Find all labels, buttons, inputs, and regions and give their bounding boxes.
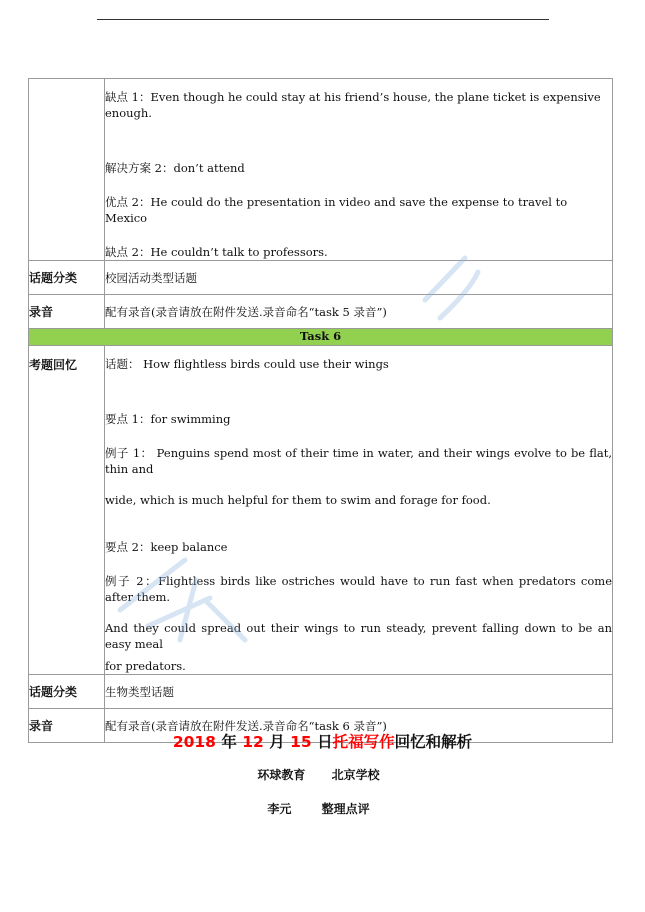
- example1-line-b: wide, which is much helpful for them to swim and forage for food.: [105, 493, 491, 507]
- recording-value: 配有录音(录音请放在附件发送.录音命名“task 6 录音”): [105, 709, 613, 743]
- empty-label-cell: [29, 79, 105, 261]
- title-toefl-writing: 托福写作: [332, 733, 395, 751]
- example2-line-b: And they could spread out their wings to run steady, prevent falling down to be an easy meal: [105, 621, 612, 651]
- table-row: [29, 675, 613, 709]
- title-nian: 年: [215, 733, 243, 751]
- category-label: 话题分类: [29, 261, 105, 295]
- title-day: 15: [290, 733, 312, 751]
- example2-line-c: for predators.: [105, 659, 186, 673]
- con2-line: 缺点 1：Even though he could stay at his friend’s house, the plane ticket is expensive enough.: [105, 90, 601, 120]
- org-line: [0, 766, 645, 783]
- footer-title: [0, 730, 645, 752]
- recording-value: 配有录音(录音请放在附件发送.录音命名“task 5 录音”): [105, 295, 613, 329]
- org-name: 环球教育: [257, 768, 306, 782]
- author-name: 李元: [267, 802, 292, 816]
- content-table: [28, 78, 613, 743]
- recording-label: 录音: [29, 709, 105, 743]
- title-month: 12: [242, 733, 264, 751]
- author-role: 整理点评: [321, 802, 370, 816]
- category-label: 话题分类: [29, 675, 105, 709]
- header-rule: [97, 19, 549, 20]
- title-yue: 月: [263, 733, 291, 751]
- table-row: [29, 261, 613, 295]
- example1-line-a: 例子 1： Penguins spend most of their time in water, and their wings evolve to be flat, thin and: [105, 446, 612, 476]
- table-row: [29, 295, 613, 329]
- table-row: [29, 346, 613, 675]
- school-name: 北京学校: [331, 768, 380, 782]
- con2b-line: 缺点 2：He couldn’t talk to professors.: [105, 245, 328, 259]
- solution2-line: 解决方案 2：don’t attend: [105, 161, 245, 175]
- example2-line-a: 例子 2：Flightless birds like ostriches would have to run fast when predators come after them.: [105, 574, 612, 604]
- title-year: 2018: [172, 733, 216, 751]
- task6-header: Task 6: [29, 329, 613, 346]
- point1-line: 要点 1：for swimming: [105, 412, 231, 426]
- recording-label: 录音: [29, 295, 105, 329]
- title-ri: 日: [311, 733, 333, 751]
- task6-recall-cell: [105, 346, 613, 675]
- point2-line: 要点 2：keep balance: [105, 540, 228, 554]
- task5-continued-cell: [105, 79, 613, 261]
- author-line: [0, 800, 645, 817]
- category-value: 校园活动类型话题: [105, 261, 613, 295]
- pro2-line: 优点 2：He could do the presentation in video and save the expense to travel to Mexico: [105, 195, 568, 225]
- category-value: 生物类型话题: [105, 675, 613, 709]
- topic-line: 话题： How flightless birds could use their wings: [105, 357, 389, 371]
- recall-label: 考题回忆: [29, 346, 105, 675]
- title-recall-analysis: 回忆和解析: [394, 733, 473, 751]
- task6-header-row: [29, 329, 613, 346]
- table-row: [29, 79, 613, 261]
